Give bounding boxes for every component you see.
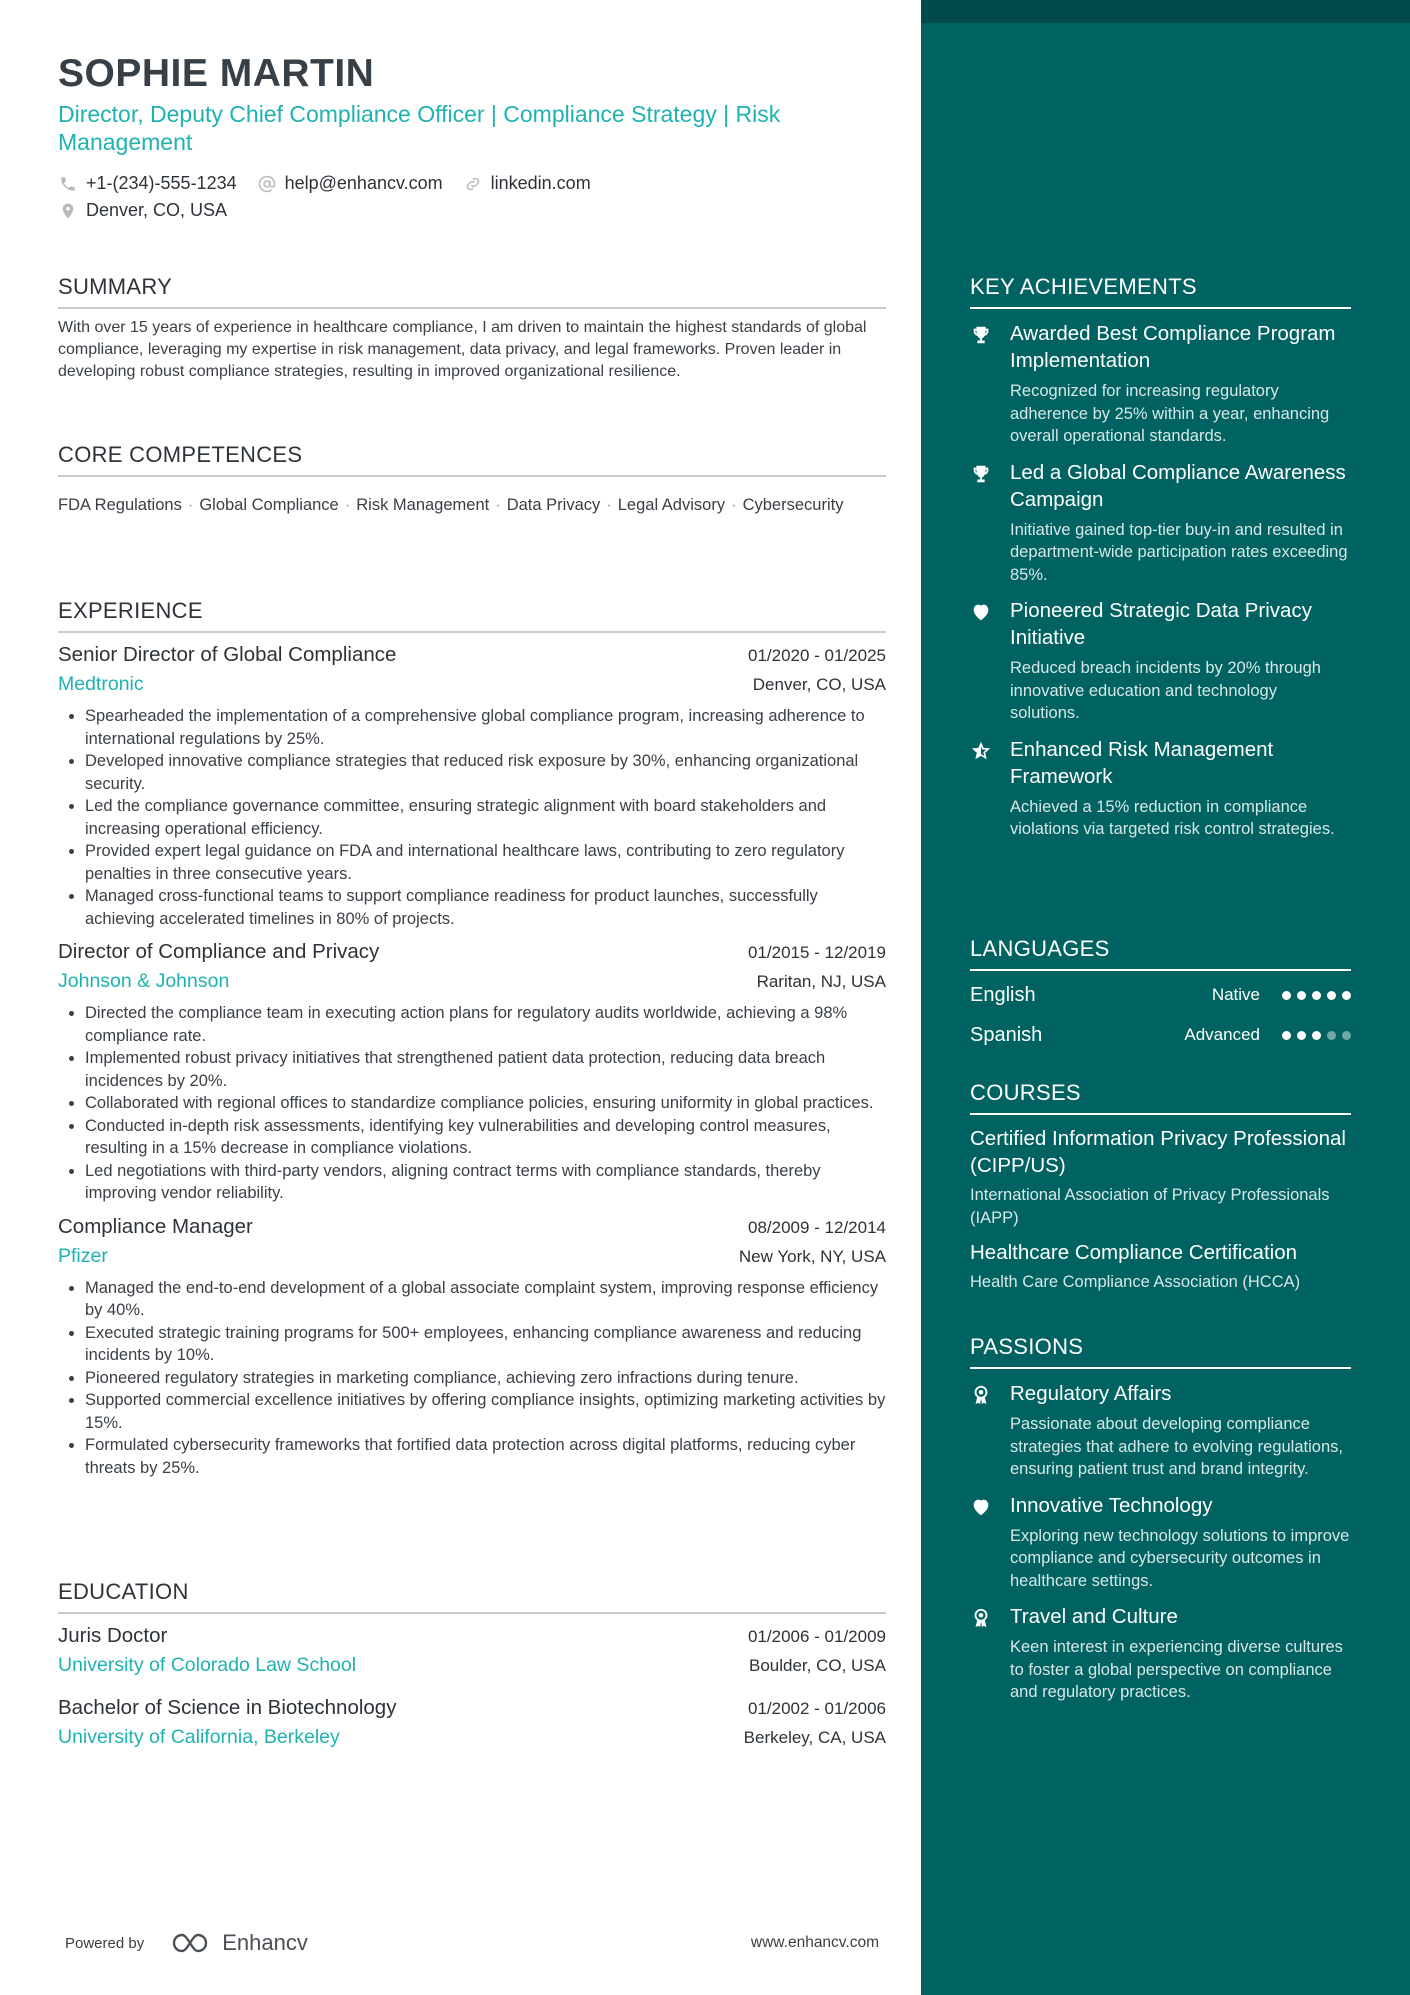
- course-item: [970, 1125, 1351, 1229]
- language-item: [970, 975, 1351, 1015]
- job-title: Senior Director of Global Compliance: [58, 643, 397, 666]
- brand-name: Enhancv: [222, 1930, 308, 1955]
- education-header: [58, 1696, 886, 1726]
- passion-body: [1010, 1492, 1351, 1593]
- rating-dot: [1312, 991, 1321, 1000]
- education-dates: 01/2002 - 01/2006: [747, 1699, 886, 1718]
- achievements-heading: KEY ACHIEVEMENTS: [970, 273, 1351, 309]
- job-company: Medtronic: [58, 673, 144, 695]
- passion-title: Regulatory Affairs: [1010, 1382, 1172, 1405]
- linkedin-text[interactable]: linkedin.com: [490, 173, 591, 193]
- passion-description: Keen interest in experiencing diverse cultures to foster a global perspective on compliance and regulatory practices.: [1010, 1638, 1343, 1701]
- job-dates: 01/2015 - 12/2019: [747, 943, 886, 962]
- location-pin-icon: [58, 201, 78, 221]
- trophy-icon: [970, 459, 996, 587]
- star-icon: [970, 736, 996, 841]
- achievement-body: [1010, 736, 1351, 841]
- heart-icon: [970, 597, 996, 725]
- resume-header: [58, 50, 886, 224]
- job-bullet: • Managed cross-functional teams to support compliance readiness for product launches, successfully achieving accelerated timelines in 80% of projects.: [85, 885, 886, 930]
- courses-heading: COURSES: [970, 1079, 1351, 1115]
- job-subheader: [58, 1245, 886, 1277]
- rating-dot: [1342, 1031, 1351, 1040]
- courses-list: [970, 1125, 1351, 1294]
- achievement-item: [970, 736, 1351, 841]
- skills-list: [58, 486, 886, 525]
- achievement-item: [970, 597, 1351, 725]
- skill-item: FDA Regulations: [58, 496, 182, 514]
- education-header: [58, 1624, 886, 1654]
- education-degree: Juris Doctor: [58, 1624, 168, 1647]
- job-bullets: [58, 705, 886, 930]
- contact-phone: [58, 173, 237, 194]
- rating-dot: [1312, 1031, 1321, 1040]
- rating-dot: [1282, 991, 1291, 1000]
- language-level: Advanced: [1184, 1025, 1260, 1044]
- job-bullet: • Conducted in-depth risk assessments, identifying key vulnerabilities and developing control measures, resulting in a 15% decrease in compliance violations.: [85, 1115, 886, 1160]
- achievement-item: [970, 459, 1351, 587]
- job-location: New York, NY, USA: [738, 1246, 886, 1266]
- skill-item: Legal Advisory: [617, 496, 726, 514]
- course-item: [970, 1239, 1351, 1294]
- job-title: Compliance Manager: [58, 1214, 253, 1238]
- sidebar-top-band: [921, 0, 1410, 23]
- skill-item: Global Compliance: [199, 496, 339, 514]
- passion-item: [970, 1380, 1351, 1481]
- experience-heading: EXPERIENCE: [58, 597, 886, 633]
- achievement-title: Awarded Best Compliance Program Implementation: [1010, 322, 1336, 372]
- experience-section: [58, 597, 886, 1479]
- job-header: [58, 643, 886, 673]
- job-company: Pfizer: [58, 1244, 108, 1267]
- job-subheader: [58, 970, 886, 1002]
- education-entry: [58, 1624, 886, 1686]
- job-bullet: • Directed the compliance team in executing action plans for regulatory audits worldwide, achieving a 98% compliance rate.: [85, 1002, 886, 1047]
- education-location: Berkeley, CA, USA: [743, 1728, 886, 1747]
- summary-text: With over 15 years of experience in healthcare compliance, I am driven to maintain the highest standards of global compliance, leveraging my expertise in risk management, data privacy, and legal frameworks. Proven leader in developing robust compliance strategies, resulting in improved organizational resilience.: [58, 319, 867, 380]
- contact-info: [58, 170, 886, 224]
- rating-dot: [1297, 1031, 1306, 1040]
- summary-section: [58, 273, 886, 383]
- education-subheader: [58, 1726, 886, 1758]
- competences-section: [58, 441, 886, 525]
- language-rating: [1282, 1031, 1351, 1040]
- job-bullet: • Managed the end-to-end development of a global associate complaint system, improving response efficiency by 40%.: [85, 1277, 886, 1322]
- contact-email[interactable]: [257, 173, 443, 194]
- rating-dot: [1327, 991, 1336, 1000]
- achievement-title: Pioneered Strategic Data Privacy Initiative: [1010, 599, 1312, 649]
- job-title: Director of Compliance and Privacy: [58, 940, 380, 963]
- skill-separator: ·: [606, 496, 612, 514]
- education-heading: EDUCATION: [58, 1578, 886, 1614]
- passion-description: Exploring new technology solutions to improve compliance and cybersecurity outcomes in healthcare settings.: [1010, 1526, 1350, 1590]
- skill-item: Data Privacy: [506, 496, 601, 514]
- skill-item: Cybersecurity: [742, 496, 844, 514]
- job-location: Raritan, NJ, USA: [756, 972, 886, 991]
- job-header: [58, 940, 886, 970]
- language-name: Spanish: [970, 1023, 1043, 1046]
- passions-section: [970, 1333, 1351, 1704]
- job-bullet: • Implemented robust privacy initiatives that strengthened patient data protection, reducing data breach incidences by 20%.: [85, 1047, 886, 1092]
- course-title: Certified Information Privacy Professional (CIPP/US): [970, 1127, 1346, 1177]
- skill-item: Risk Management: [356, 496, 490, 514]
- language-rating: [1282, 991, 1351, 1000]
- job-bullet: • Executed strategic training programs for 500+ employees, enhancing compliance awareness and reducing incidents by 10%.: [85, 1322, 886, 1367]
- job-bullet: • Led negotiations with third-party vendors, aligning contract terms with compliance standards, thereby improving vendor reliability.: [85, 1160, 886, 1205]
- rating-dot: [1342, 991, 1351, 1000]
- job-bullet: • Developed innovative compliance strategies that reduced risk exposure by 30%, enhancing organizational security.: [85, 750, 886, 795]
- competences-heading: CORE COMPETENCES: [58, 441, 886, 477]
- heart-icon: [970, 1492, 996, 1593]
- achievement-description: Initiative gained top-tier buy-in and resulted in department-wide participation rates exceeding 85%.: [1010, 520, 1348, 584]
- achievements-list: [970, 320, 1351, 841]
- education-school: University of California, Berkeley: [58, 1726, 340, 1748]
- passion-body: [1010, 1603, 1351, 1704]
- education-entry: [58, 1696, 886, 1758]
- languages-list: [970, 975, 1351, 1055]
- job-dates: 01/2020 - 01/2025: [747, 646, 886, 665]
- job-dates: 08/2009 - 12/2014: [747, 1217, 886, 1237]
- passion-item: [970, 1492, 1351, 1593]
- skill-separator: ·: [187, 496, 194, 514]
- job-bullet: • Spearheaded the implementation of a comprehensive global compliance program, increasing adherence to international regulations by 25%.: [85, 705, 886, 750]
- powered-by-label: Powered by: [65, 1934, 145, 1952]
- education-school: University of Colorado Law School: [58, 1654, 357, 1676]
- phone-text: +1-(234)-555-1234: [86, 173, 237, 193]
- job-company: Johnson & Johnson: [58, 970, 230, 992]
- passion-title: Travel and Culture: [1010, 1605, 1178, 1628]
- rating-dot: [1282, 1031, 1291, 1040]
- job-bullets: [58, 1277, 886, 1480]
- achievement-body: [1010, 459, 1351, 587]
- trophy-icon: [970, 320, 996, 448]
- experience-list: [58, 643, 886, 1479]
- at-sign-icon: [257, 174, 277, 194]
- enhancv-logo-icon: [170, 1931, 216, 1955]
- link-icon: [463, 174, 483, 194]
- job-bullet: • Provided expert legal guidance on FDA and international healthcare laws, contributing to zero regulatory penalties in three consecutive years.: [85, 840, 886, 885]
- language-name: English: [970, 983, 1036, 1006]
- job-header: [58, 1215, 886, 1245]
- education-location: Boulder, CO, USA: [748, 1656, 886, 1675]
- achievement-description: Achieved a 15% reduction in compliance violations via targeted risk control strategies.: [1010, 797, 1335, 838]
- job-entry: [58, 643, 886, 930]
- summary-heading: SUMMARY: [58, 273, 886, 309]
- passions-heading: PASSIONS: [970, 1333, 1351, 1369]
- education-list: [58, 1624, 886, 1758]
- skill-separator: ·: [495, 496, 501, 514]
- education-degree: Bachelor of Science in Biotechnology: [58, 1696, 397, 1719]
- language-level: Native: [1211, 985, 1260, 1004]
- candidate-headline: Director, Deputy Chief Compliance Officer | Compliance Strategy | Risk Management: [58, 101, 781, 155]
- job-location: Denver, CO, USA: [752, 675, 886, 694]
- email-text[interactable]: help@enhancv.com: [284, 173, 443, 193]
- achievement-body: [1010, 320, 1351, 448]
- education-dates: 01/2006 - 01/2009: [747, 1627, 886, 1646]
- job-bullet: • Pioneered regulatory strategies in marketing compliance, achieving zero infractions during tenure.: [85, 1367, 886, 1390]
- achievement-body: [1010, 597, 1351, 725]
- phone-icon: [58, 174, 78, 194]
- achievement-description: Recognized for increasing regulatory adherence by 25% within a year, enhancing overall operational standards.: [1010, 382, 1330, 445]
- contact-linkedin[interactable]: [463, 173, 591, 194]
- achievement-description: Reduced breach incidents by 20% through innovative education and technology solutions.: [1010, 659, 1321, 722]
- passion-body: [1010, 1380, 1351, 1481]
- job-bullet: • Collaborated with regional offices to standardize compliance policies, ensuring uniformity in global practices.: [85, 1092, 886, 1115]
- rating-dot: [1327, 1031, 1336, 1040]
- passion-description: Passionate about developing compliance strategies that adhere to evolving regulations, ensuring patient trust and brand integrity.: [1010, 1415, 1343, 1478]
- course-organization: International Association of Privacy Professionals (IAPP): [970, 1186, 1330, 1227]
- powered-by: [65, 1930, 308, 1956]
- job-entry: [58, 1215, 886, 1480]
- job-bullet: • Led the compliance governance committee, ensuring strategic alignment with board stakeholders and increasing operational efficiency.: [85, 795, 886, 840]
- passion-item: [970, 1603, 1351, 1704]
- job-bullet: • Supported commercial excellence initiatives by offering compliance insights, optimizing marketing activities by 15%.: [85, 1389, 886, 1434]
- job-subheader: [58, 673, 886, 705]
- achievements-section: [970, 273, 1351, 841]
- achievement-item: [970, 320, 1351, 448]
- job-entry: [58, 940, 886, 1205]
- achievement-title: Led a Global Compliance Awareness Campaign: [1010, 460, 1346, 511]
- passions-list: [970, 1380, 1351, 1704]
- skill-separator: ·: [344, 496, 351, 514]
- footer: [65, 1928, 879, 1958]
- brand-logo[interactable]: [170, 1930, 308, 1956]
- course-title: Healthcare Compliance Certification: [970, 1241, 1298, 1264]
- website-link[interactable]: www.enhancv.com: [750, 1934, 879, 1951]
- candidate-name: SOPHIE MARTIN: [58, 52, 375, 95]
- passion-title: Innovative Technology: [1010, 1493, 1213, 1517]
- education-subheader: [58, 1654, 886, 1686]
- medal-icon: [970, 1603, 996, 1704]
- skill-separator: ·: [731, 496, 737, 514]
- language-item: [970, 1015, 1351, 1055]
- job-bullet: • Formulated cybersecurity frameworks that fortified data protection across digital platforms, reducing cyber threats by 25%.: [85, 1434, 886, 1479]
- achievement-title: Enhanced Risk Management Framework: [1010, 737, 1274, 788]
- medal-icon: [970, 1380, 996, 1481]
- location-text: Denver, CO, USA: [86, 200, 228, 220]
- languages-section: [970, 935, 1351, 1055]
- rating-dot: [1297, 991, 1306, 1000]
- courses-section: [970, 1079, 1351, 1294]
- languages-heading: LANGUAGES: [970, 935, 1351, 971]
- contact-location: [58, 200, 227, 221]
- course-organization: Health Care Compliance Association (HCCA): [970, 1273, 1301, 1291]
- job-bullets: [58, 1002, 886, 1205]
- education-section: [58, 1578, 886, 1758]
